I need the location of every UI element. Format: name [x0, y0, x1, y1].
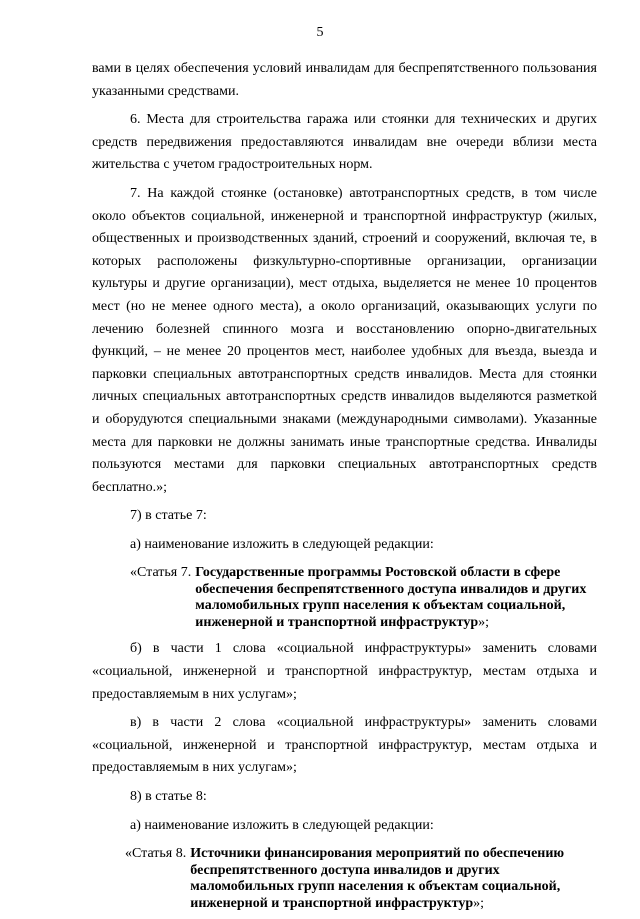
- paragraph-continuation: вами в целях обеспечения условий инвалидам для беспрепятственного пользования указанными средствами.: [92, 61, 597, 99]
- paragraph-article-7-b: б) в части 1 слова «социальной инфраструктуры» заменить словами «социальной, инженерной и транспортной инфраструктур, местам отдыха и предоставляемым в них услугам»;: [92, 641, 597, 702]
- article-8-title: [190, 843, 597, 912]
- paragraph-item-6: 6. Места для строительства гаража или стоянки для технических и других средств передвижения предоставляются инвалидам вне очереди вблизи места жительства с учетом градостроительных норм.: [92, 112, 597, 173]
- paragraph-article-8-a: а) наименование изложить в следующей редакции:: [130, 817, 434, 833]
- paragraph-article-7-c: в) в части 2 слова «социальной инфраструктуры» заменить словами «социальной, инженерной и транспортной инфраструктур, местам отдыха и предоставляемым в них услугам»;: [92, 715, 597, 776]
- article-8-heading: [92, 843, 597, 912]
- article-7-title-text: Государственные программы Ростовской области в сфере обеспечения беспрепятственного доступа инвалидов и других маломобильных групп населения к объектам социальной, инженерной и транспортной инфраструктур: [195, 565, 587, 630]
- article-8-label: «Статья 8.: [125, 846, 187, 862]
- article-7-title: [195, 562, 597, 631]
- article-7-label: «Статья 7.: [130, 565, 192, 581]
- paragraph-article-8: 8) в статье 8:: [130, 789, 207, 805]
- paragraph-item-7: 7. На каждой стоянке (остановке) автотранспортных средств, в том числе около объектов социальной, инженерной и транспортной инфраструктур (жилых, общественных и производственных зданий, строений и сооружений, включая те, в которых расположены физкультурно-спортивные организации, организации культуры и другие организации), мест отдыха, выделяется не менее 10 процентов мест (но не менее одного места), а около организаций, оказывающих услуги по лечению болезней спинного мозга и восстановлению опорно-двигательных функций, – не менее 20 процентов мест, наиболее удобных для въезда, выезда и парковки специальных автотранспортных средств инвалидов. Места для стоянки личных специальных автотранспортных средств инвалидов выделяются разметкой и оборудуются специальными знаками (международными символами). Указанные места для парковки не должны занимать иные транспортные средства. Инвалиды пользуются местами для парковки специальных автотранспортных средств бесплатно.»;: [92, 185, 597, 495]
- paragraph-article-7-a: а) наименование изложить в следующей редакции:: [130, 536, 434, 552]
- document-body: [92, 58, 597, 919]
- paragraph-article-7: 7) в статье 7:: [130, 508, 207, 524]
- article-8-title-text: Источники финансирования мероприятий по обеспечению беспрепятственного доступа инвалидов и других маломобильных групп населения к объектам социальной, инженерной и транспортной инфраструктур: [190, 846, 565, 911]
- article-7-title-end: »;: [478, 614, 490, 630]
- page-number: 5: [316, 25, 324, 40]
- article-7-heading: [92, 562, 597, 631]
- article-8-title-end: »;: [473, 895, 485, 911]
